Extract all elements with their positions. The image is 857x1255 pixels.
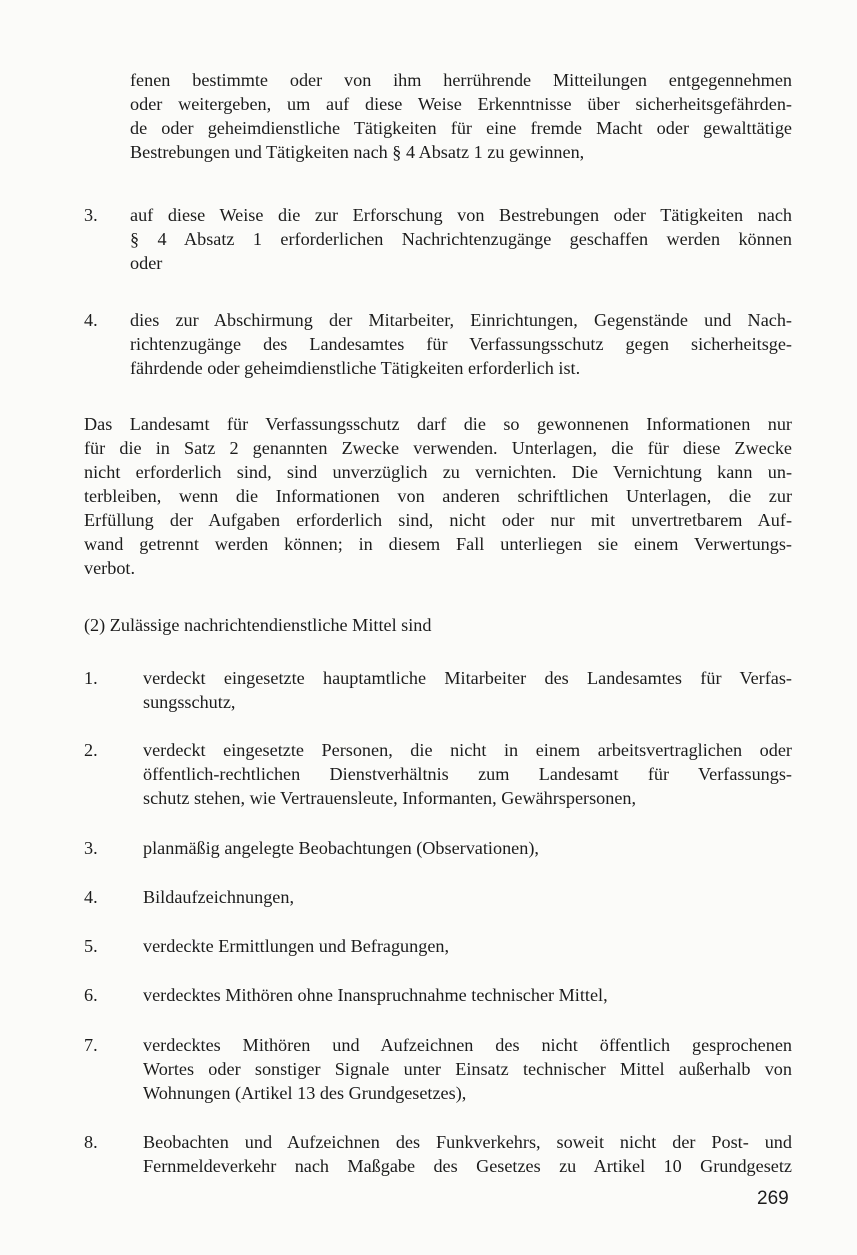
text-line: schutz stehen, wie Vertrauensleute, Informanten, Gewährspersonen, [143, 788, 637, 808]
list-item-number: 5. [84, 936, 98, 956]
text-line: Beobachten und Aufzeichnen des Funkverkehrs, soweit nicht der Post- und [143, 1132, 792, 1152]
text-line: Erfüllung der Aufgaben erforderlich sind, nicht oder nur mit unvertretbarem Auf- [84, 510, 792, 530]
text-line: § 4 Absatz 1 erforderlichen Nachrichtenzugänge geschaffen werden können [130, 229, 792, 249]
text-line: verdecktes Mithören ohne Inanspruchnahme technischer Mittel, [143, 985, 608, 1005]
list-item-text [143, 1033, 792, 1105]
list-item-text [143, 738, 792, 810]
text-line: de oder geheimdienstliche Tätigkeiten für eine fremde Macht oder gewalttätige [130, 118, 792, 138]
list-item-number: 3. [84, 838, 98, 858]
text-line: terbleiben, wenn die Informationen von anderen schriftlichen Unterlagen, die zur [84, 486, 792, 506]
text-line: planmäßig angelegte Beobachtungen (Observationen), [143, 838, 539, 858]
text-line: nicht erforderlich sind, sind unverzüglich zu vernichten. Die Vernichtung kann un- [84, 462, 792, 482]
list-item-number: 8. [84, 1132, 98, 1152]
list-item-number: 4. [84, 887, 98, 907]
text-line: verbot. [84, 558, 136, 578]
page-number: 269 [757, 1188, 789, 1209]
list-item-text [143, 983, 608, 1007]
text-line: richtenzugänge des Landesamtes für Verfassungsschutz gegen sicherheitsge- [130, 334, 792, 354]
text-line: öffentlich-rechtlichen Dienstverhältnis zum Landesamt für Verfassungs- [143, 764, 792, 784]
continuation-text [130, 68, 792, 164]
text-line: Wortes oder sonstiger Signale unter Einsatz technischer Mittel außerhalb von [143, 1059, 792, 1079]
list-item-text [143, 934, 449, 958]
text-line: verdeckt eingesetzte Personen, die nicht in einem arbeitsvertraglichen oder [143, 740, 792, 760]
text-line: Bildaufzeichnungen, [143, 887, 295, 907]
text-line: fenen bestimmte oder von ihm herrührende Mitteilungen entgegennehmen [130, 70, 792, 90]
text-line: auf diese Weise die zur Erforschung von Bestrebungen oder Tätigkeiten nach [130, 205, 792, 225]
text-line: Bestrebungen und Tätigkeiten nach § 4 Absatz 1 zu gewinnen, [130, 142, 585, 162]
list-item-number: 6. [84, 985, 98, 1005]
list-item-text [143, 666, 792, 714]
text-line: oder [130, 253, 163, 273]
text-line: dies zur Abschirmung der Mitarbeiter, Einrichtungen, Gegenstände und Nach- [130, 310, 792, 330]
list-item-text [143, 836, 539, 860]
list-item-text [130, 308, 792, 380]
list-item-number: 1. [84, 668, 98, 688]
list-item-text [143, 885, 294, 909]
text-line: Fernmeldeverkehr nach Maßgabe des Gesetzes zu Artikel 10 Grundgesetz [143, 1156, 792, 1176]
list-item-number: 4. [84, 310, 98, 330]
text-line: fährdende oder geheimdienstliche Tätigkeiten erforderlich ist. [130, 358, 581, 378]
text-line: Wohnungen (Artikel 13 des Grundgesetzes), [143, 1083, 467, 1103]
text-line: verdeckt eingesetzte hauptamtliche Mitarbeiter des Landesamtes für Verfas- [143, 668, 792, 688]
body-paragraph [84, 412, 792, 580]
text-line: oder weitergeben, um auf diese Weise Erkenntnisse über sicherheitsgefährden- [130, 94, 792, 114]
list-item-text [143, 1130, 792, 1178]
text-line: verdeckte Ermittlungen und Befragungen, [143, 936, 450, 956]
text-line: Das Landesamt für Verfassungsschutz darf die so gewonnenen Informationen nur [84, 414, 792, 434]
text-line: wand getrennt werden können; in diesem Fall unterliegen sie einem Verwertungs- [84, 534, 792, 554]
text-line: sungsschutz, [143, 692, 236, 712]
list-item-number: 7. [84, 1035, 98, 1055]
list-item-number: 3. [84, 205, 98, 225]
text-line: verdecktes Mithören und Aufzeichnen des nicht öffentlich gesprochenen [143, 1035, 792, 1055]
list-item-number: 2. [84, 740, 98, 760]
section-heading: (2) Zulässige nachrichtendienstliche Mittel sind [84, 615, 432, 635]
list-item-text [130, 203, 792, 275]
text-line: für die in Satz 2 genannten Zwecke verwenden. Unterlagen, die für diese Zwecke [84, 438, 792, 458]
